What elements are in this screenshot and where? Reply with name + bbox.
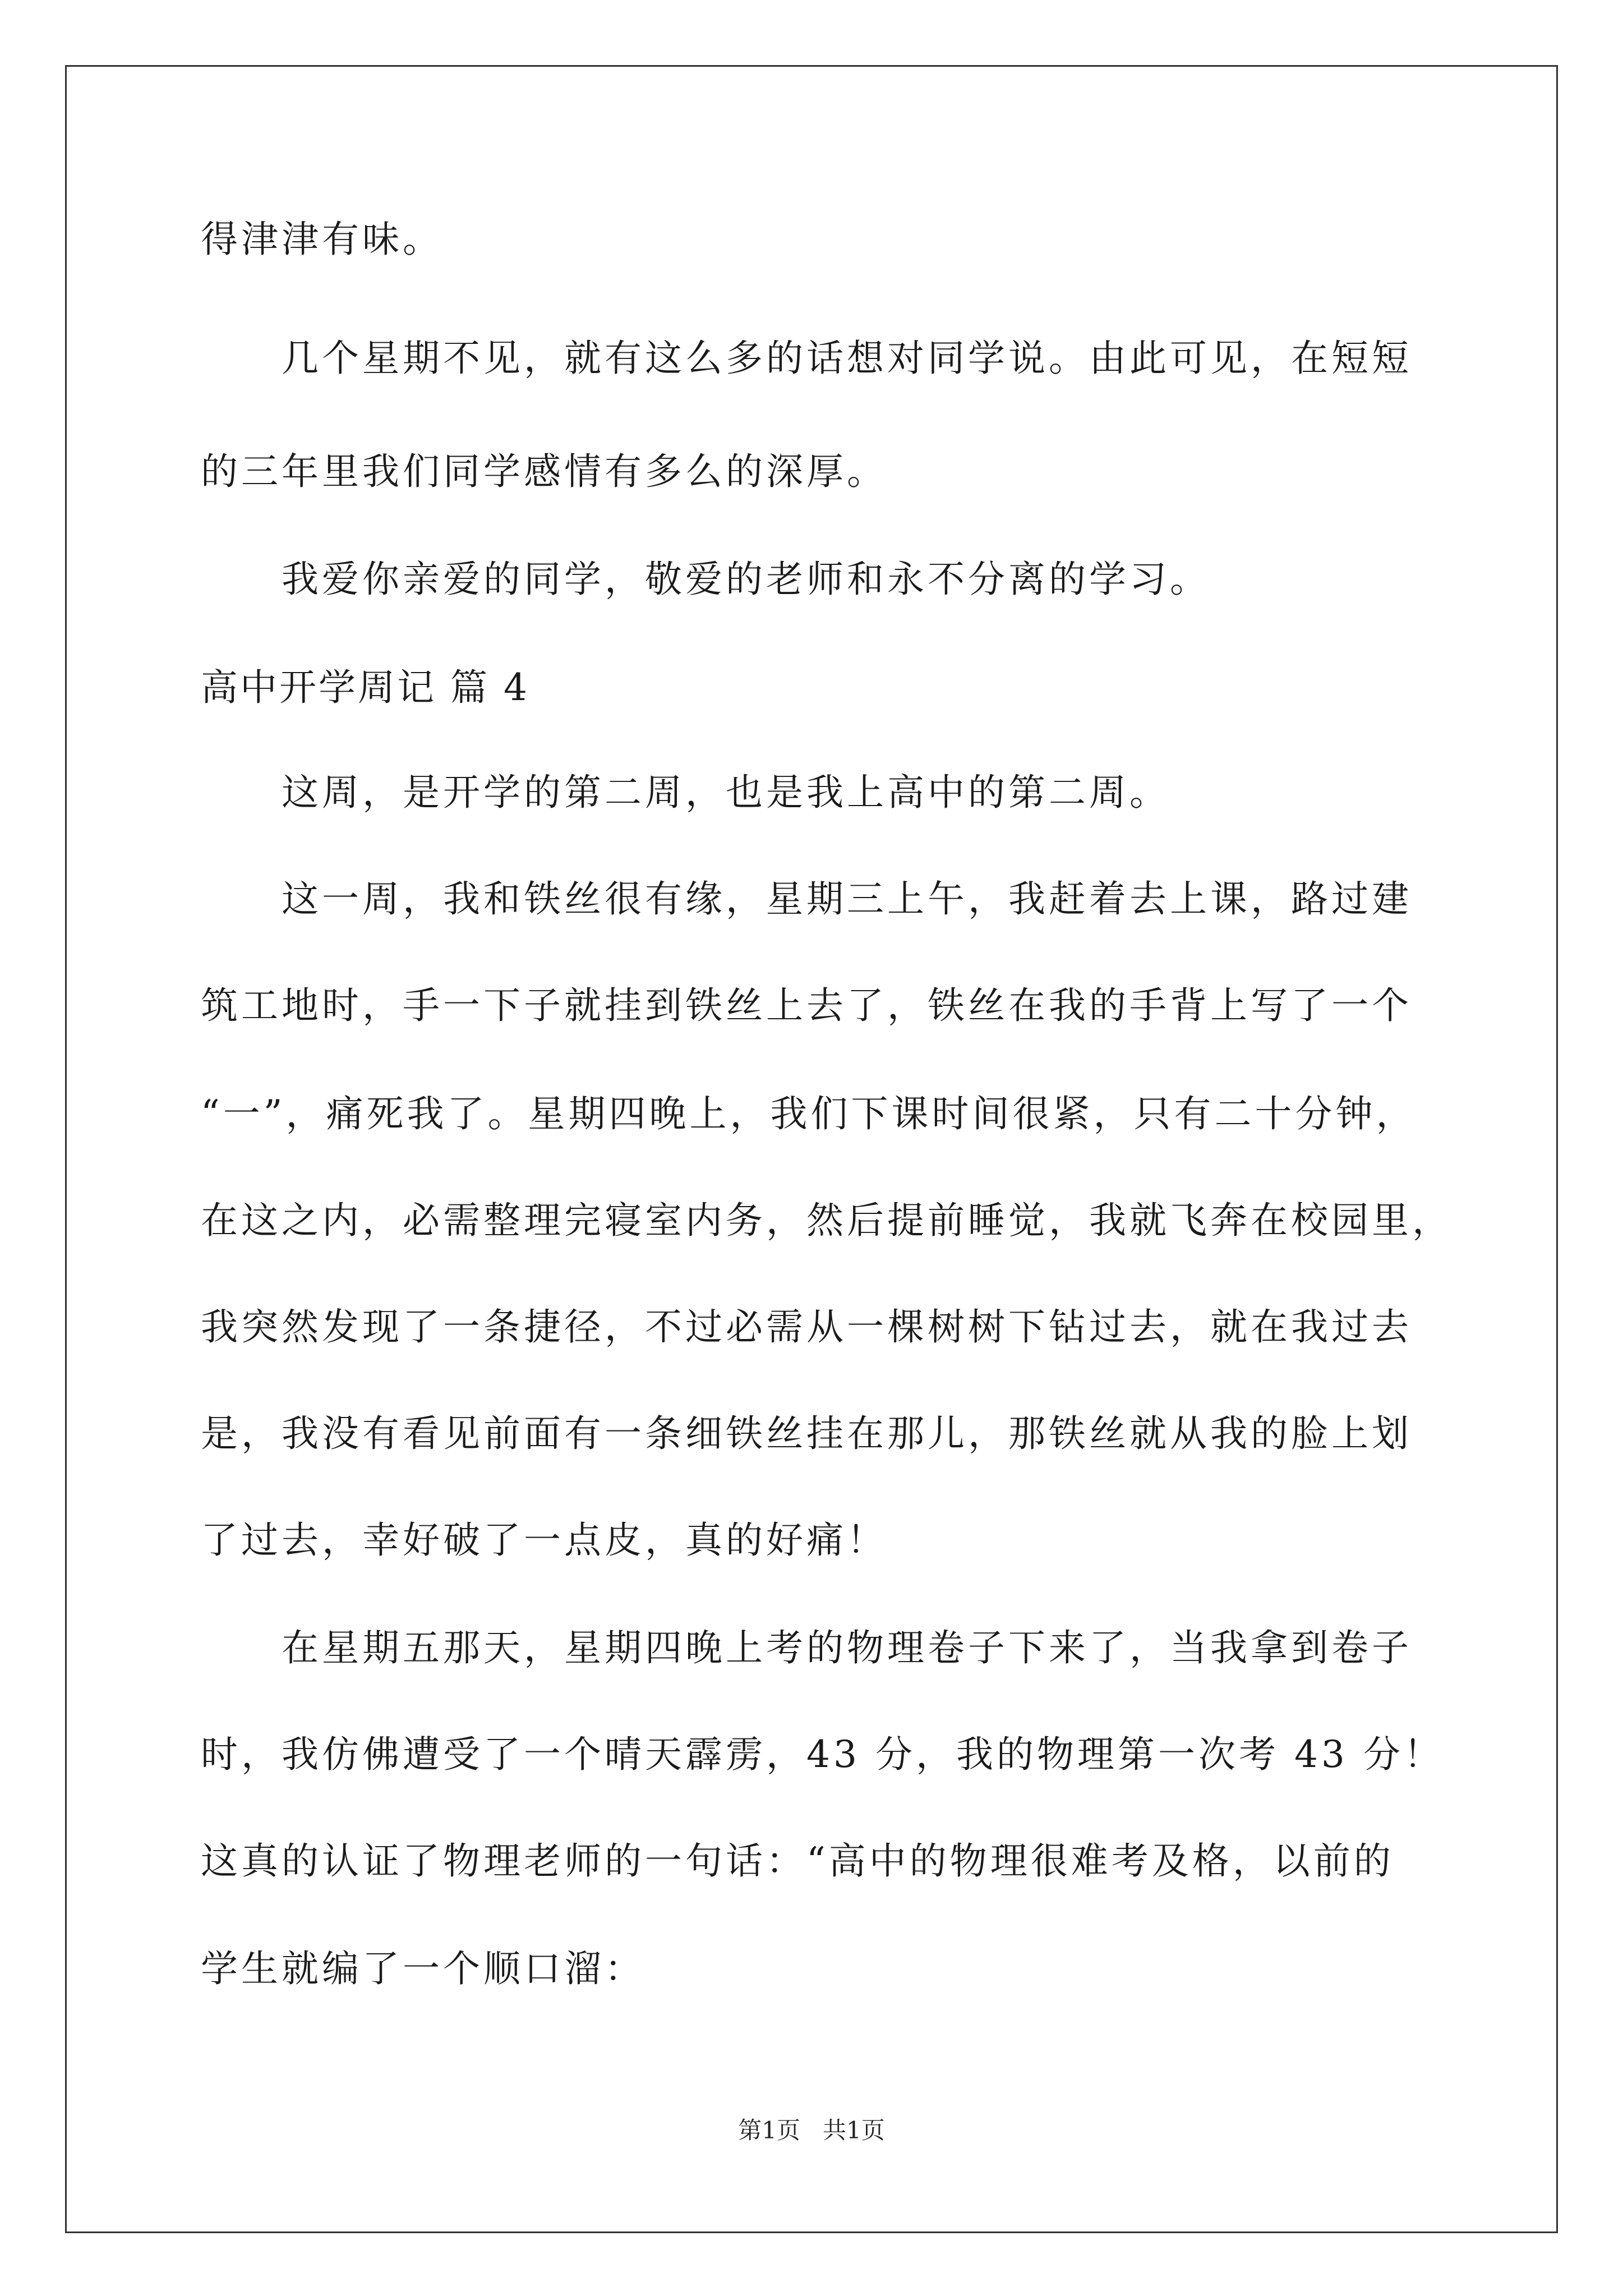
paragraph-line: 这一周，我和铁丝很有缘，星期三上午，我赶着去上课，路过建	[282, 877, 1412, 921]
paragraph-line: 这周，是开学的第二周，也是我上高中的第二周。	[282, 771, 1170, 814]
paragraph-line: 得津津有味。	[201, 218, 443, 261]
paragraph-line: 在这之内，必需整理完寝室内务，然后提前睡觉，我就飞奔在校园里，	[201, 1199, 1453, 1242]
page-border	[65, 65, 1558, 2233]
paragraph-line: 几个星期不见，就有这么多的话想对同学说。由此可见，在短短	[282, 337, 1412, 380]
paragraph-line: “一”，痛死我了。星期四晚上，我们下课时间很紧，只有二十分钟，	[201, 1092, 1417, 1135]
paragraph-line: 学生就编了一个顺口溜：	[201, 1947, 645, 1990]
paragraph-line: 时，我仿佛遭受了一个晴天霹雳，43 分，我的物理第一次考 43 分！	[201, 1733, 1444, 1776]
paragraph-line: 是，我没有看见前面有一条细铁丝挂在那儿，那铁丝就从我的脸上划	[201, 1412, 1412, 1455]
paragraph-line: 我爱你亲爱的同学，敬爱的老师和永不分离的学习。	[282, 558, 1210, 601]
paragraph-line: 在星期五那天，星期四晚上考的物理卷子下来了，当我拿到卷子	[282, 1626, 1412, 1669]
page-footer: 第1页 共1页	[738, 2116, 885, 2144]
section-heading: 高中开学周记 篇 4	[201, 666, 529, 709]
paragraph-line: 筑工地时，手一下子就挂到铁丝上去了，铁丝在我的手背上写了一个	[201, 984, 1412, 1027]
paragraph-line: 了过去，幸好破了一点皮，真的好痛！	[201, 1519, 887, 1562]
paragraph-line: 这真的认证了物理老师的一句话：“高中的物理很难考及格，以前的	[201, 1839, 1394, 1883]
paragraph-line: 我突然发现了一条捷径，不过必需从一棵树树下钻过去，就在我过去	[201, 1305, 1412, 1349]
paragraph-line: 的三年里我们同学感情有多么的深厚。	[201, 450, 887, 493]
